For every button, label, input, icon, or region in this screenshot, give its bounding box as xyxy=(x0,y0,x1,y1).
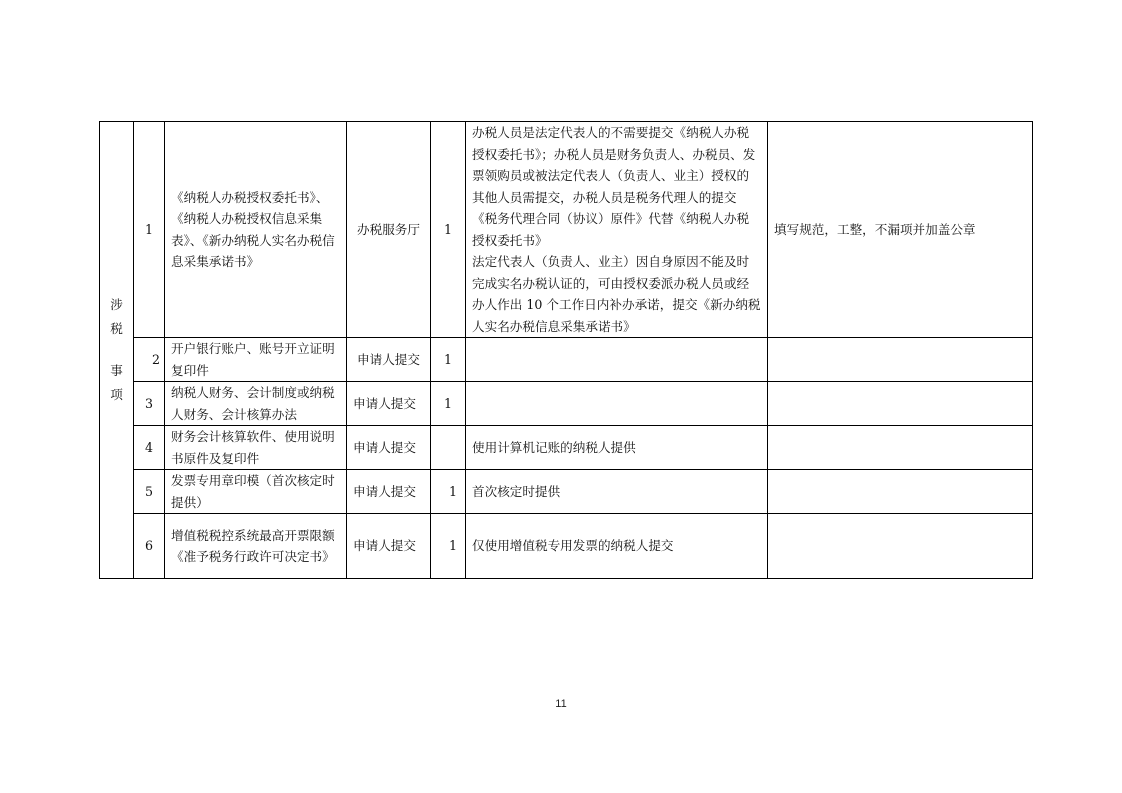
handling-method: 申请人提交 xyxy=(347,382,431,426)
requirement-cell xyxy=(768,426,1033,470)
table-row xyxy=(100,470,1033,514)
table-row xyxy=(100,338,1033,382)
requirement-cell xyxy=(768,338,1033,382)
category-char: 涉 xyxy=(110,297,123,312)
note-cell: 仅使用增值税专用发票的纳税人提交 xyxy=(466,514,768,579)
table-row xyxy=(100,514,1033,579)
copies-count: 1 xyxy=(431,122,466,338)
row-number: 1 xyxy=(134,122,165,338)
handling-method: 申请人提交 xyxy=(347,514,431,579)
note-line: 办税人员是法定代表人的不需要提交《纳税人办税授权委托书》；办税人员是财务负责人、办税员、发票领购员或被法定代表人（负责人、业主）授权的其他人员需提交，办税人员是税务代理人的提交《税务代理合同（协议）原件》代替《纳税人办税授权委托书》 xyxy=(472,125,756,248)
requirement-cell xyxy=(768,382,1033,426)
row-number: 5 xyxy=(134,470,165,514)
requirement-cell xyxy=(768,514,1033,579)
material-name: 发票专用章印模（首次核定时提供） xyxy=(165,470,347,514)
material-name: 开户银行账户、账号开立证明复印件 xyxy=(165,338,347,382)
note-cell xyxy=(466,122,768,338)
page-number: 11 xyxy=(555,698,567,710)
handling-method: 办税服务厅 xyxy=(347,122,431,338)
copies-count: 1 xyxy=(431,514,466,579)
row-number: 4 xyxy=(134,426,165,470)
materials-table xyxy=(99,121,1033,579)
row-number: 6 xyxy=(134,514,165,579)
requirement-cell: 填写规范，工整，不漏项并加盖公章 xyxy=(768,122,1033,338)
material-name: 财务会计核算软件、使用说明书原件及复印件 xyxy=(165,426,347,470)
table-row xyxy=(100,382,1033,426)
handling-method: 申请人提交 xyxy=(347,426,431,470)
requirement-cell xyxy=(768,470,1033,514)
note-cell: 使用计算机记账的纳税人提供 xyxy=(466,426,768,470)
handling-method: 申请人提交 xyxy=(347,338,431,382)
category-cell xyxy=(100,122,134,579)
category-char: 事 xyxy=(110,363,123,378)
category-char: 项 xyxy=(110,387,123,402)
copies-count xyxy=(431,426,466,470)
copies-count: 1 xyxy=(431,470,466,514)
table-row xyxy=(100,426,1033,470)
row-number: 3 xyxy=(134,382,165,426)
row-number: 2 xyxy=(134,338,165,382)
copies-count: 1 xyxy=(431,338,466,382)
material-name: 增值税税控系统最高开票限额《准予税务行政许可决定书》 xyxy=(165,514,347,579)
note-cell: 首次核定时提供 xyxy=(466,470,768,514)
material-name: 《纳税人办税授权委托书》、《纳税人办税授权信息采集表》、《新办纳税人实名办税信息采集承诺书》 xyxy=(165,122,347,338)
handling-method: 申请人提交 xyxy=(347,470,431,514)
material-name: 纳税人财务、会计制度或纳税人财务、会计核算办法 xyxy=(165,382,347,426)
copies-count: 1 xyxy=(431,382,466,426)
note-line: 法定代表人（负责人、业主）因自身原因不能及时完成实名办税认证的，可由授权委派办税人员或经办人作出 10 个工作日内补办承诺，提交《新办纳税人实名办税信息采集承诺书》 xyxy=(472,254,761,334)
note-cell xyxy=(466,338,768,382)
note-cell xyxy=(466,382,768,426)
category-char: 税 xyxy=(110,321,123,336)
table-row xyxy=(100,122,1033,338)
